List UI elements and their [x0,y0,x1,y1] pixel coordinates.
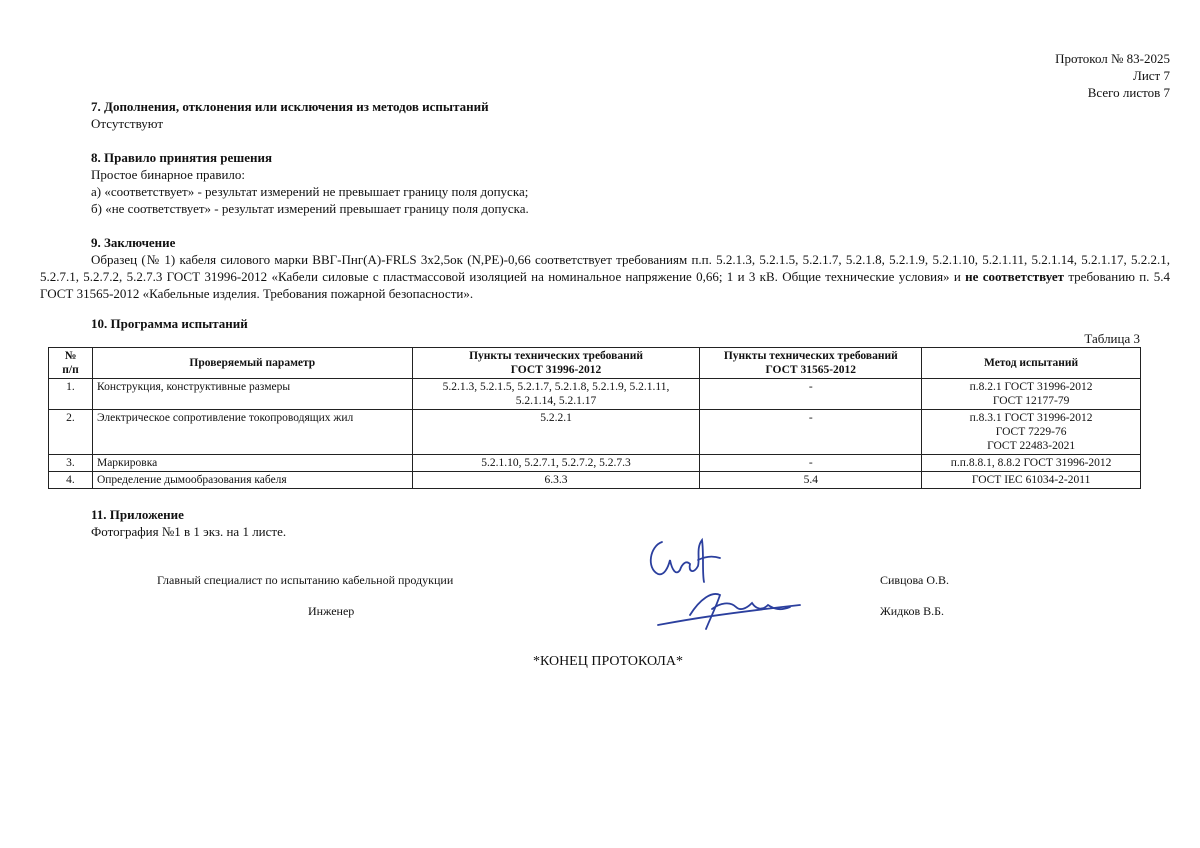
row-req-31996: 5.2.1.3, 5.2.1.5, 5.2.1.7, 5.2.1.8, 5.2.1.9, 5.2.1.11, 5.2.1.14, 5.2.1.17 [412,379,700,410]
conclusion-bold: не соответствует [965,269,1065,284]
row-req-31565: 5.4 [700,472,922,489]
section-11-text: Фотография №1 в 1 экз. на 1 листе. [91,524,287,539]
section-11-title: 11. Приложение [91,507,184,522]
row-param: Электрическое сопротивление токопроводящих жил [92,410,412,455]
row-req-31996: 5.2.1.10, 5.2.7.1, 5.2.7.2, 5.2.7.3 [412,455,700,472]
row-num: 1. [49,379,93,410]
row-req-31565: - [700,379,922,410]
header-num: № п/п [49,348,93,379]
row-param: Маркировка [92,455,412,472]
conclusion-part-a: Образец (№ 1) кабеля силового марки ВВГ-Пнг(А)-FRLS 3х2,5ок (N,PE)-0,66 соответствует требованиям п.п. 5.2.1.3, 5.2.1.5, 5.2.1.7, 5.2.1.8, 5.2.1.9, 5.2.1.10, 5.2.1.11, 5.2.1.14, 5.2.1.17, 5.2.2.1, 5.2.7.1, 5.2.7.2, 5.2.7.3 ГОСТ 31996-2012 «Кабели силовые с пластмассовой изоляцией на номинальное напряжение 0,66; 1 и 3 кВ. Общие технические условия» и [40,252,1170,284]
header-param: Проверяемый параметр [92,348,412,379]
section-8-title: 8. Правило принятия решения [91,150,273,165]
conclusion-text [40,251,1170,302]
row-req-31565: - [700,455,922,472]
row-method: п.8.3.1 ГОСТ 31996-2012 ГОСТ 7229-76 ГОСТ 22483-2021 [922,410,1141,455]
row-num: 4. [49,472,93,489]
conclusion-part-b: требованию п. 5.4 ГОСТ 31565-2012 «Кабельные изделия. Требования пожарной безопасности». [40,269,1170,301]
signatory-role-2: Инженер [308,604,355,618]
signatory-role-1: Главный специалист по испытанию кабельной продукции [157,573,454,587]
protocol-header [1055,50,1170,101]
signature-2-icon [650,585,810,635]
table-caption: Таблица 3 [1084,331,1140,346]
row-num: 3. [49,455,93,472]
total-sheets: Всего листов 7 [1087,85,1170,100]
table-row [49,472,1141,489]
section-8-line3: б) «не соответствует» - результат измерений превышает границу поля допуска. [91,201,529,216]
row-method: п.8.2.1 ГОСТ 31996-2012 ГОСТ 12177-79 [922,379,1141,410]
row-method: п.п.8.8.1, 8.8.2 ГОСТ 31996-2012 [922,455,1141,472]
section-9-title: 9. Заключение [91,235,176,250]
header-req-31996: Пункты технических требований ГОСТ 31996-2012 [412,348,700,379]
row-method: ГОСТ IEC 61034-2-2011 [922,472,1141,489]
section-8-line2: а) «соответствует» - результат измерений не превышает границу поля допуска; [91,184,529,199]
signatory-name-2: Жидков В.Б. [880,604,945,618]
table-row [49,455,1141,472]
table-row [49,379,1141,410]
test-program-table [48,347,1141,489]
section-10-title: 10. Программа испытаний [91,316,248,331]
table-header-row [49,348,1141,379]
row-req-31996: 5.2.2.1 [412,410,700,455]
protocol-number: Протокол № 83-2025 [1055,51,1170,66]
section-10 [91,315,248,332]
row-req-31996: 6.3.3 [412,472,700,489]
row-req-31565: - [700,410,922,455]
signatory-name-1: Сивцова О.В. [880,573,950,587]
section-9-title-wrap [91,234,175,251]
row-param: Конструкция, конструктивные размеры [92,379,412,410]
section-8-line1: Простое бинарное правило: [91,167,246,182]
section-11 [91,506,286,540]
section-7-title: 7. Дополнения, отклонения или исключения из методов испытаний [91,99,489,114]
section-7-text: Отсутствуют [91,116,164,131]
end-of-protocol: *КОНЕЦ ПРОТОКОЛА* [532,654,684,669]
table-row [49,410,1141,455]
row-param: Определение дымообразования кабеля [92,472,412,489]
header-req-31565: Пункты технических требований ГОСТ 31565-2012 [700,348,922,379]
header-method: Метод испытаний [922,348,1141,379]
sheet-number: Лист 7 [1133,68,1170,83]
section-8 [91,149,529,217]
row-num: 2. [49,410,93,455]
signature-1-icon [640,530,730,590]
section-7 [91,98,489,132]
